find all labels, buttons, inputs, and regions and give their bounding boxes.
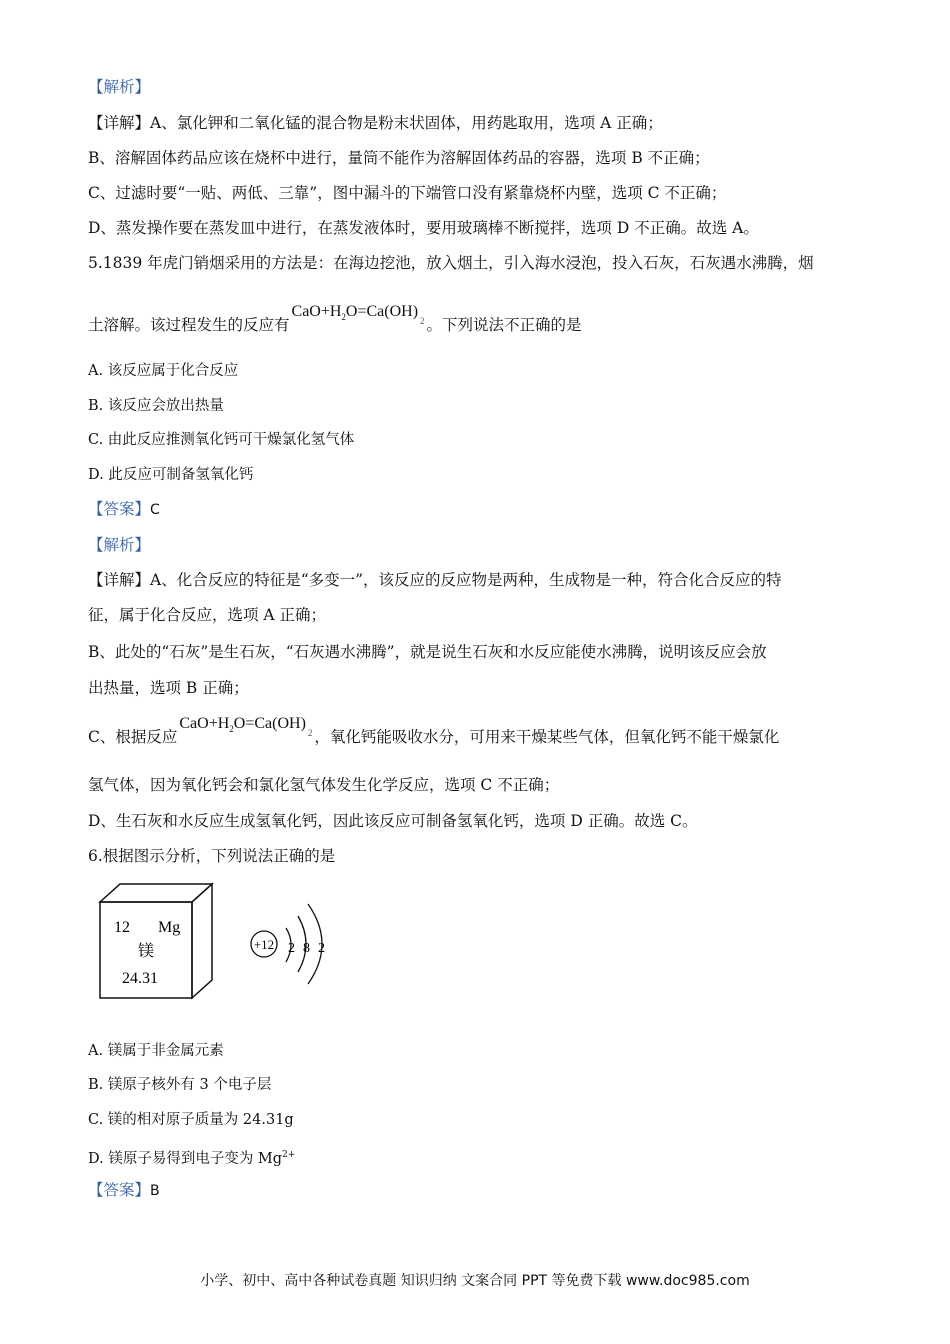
shell-2-count: 8 [303, 941, 310, 956]
formula-sub2: 2 [420, 316, 425, 326]
formula-sub: 2 [341, 312, 346, 323]
q5-option-c: C. 由此反应推测氧化钙可干燥氯化氢气体 [88, 432, 355, 448]
chem-formula [179, 715, 313, 738]
shell-1-count: 2 [288, 941, 295, 956]
element-card [100, 884, 212, 998]
nucleus-charge: +12 [253, 937, 275, 952]
formula-right: O=Ca(OH) [345, 303, 419, 320]
question-5-text: 5.1839 年虎门销烟采用的方法是：在海边挖池，放入烟土，引入海水浸泡，投入石灰，石灰遇水沸腾，烟 [88, 254, 814, 272]
detail-text: ，氧化钙能吸收水分，可用来干燥某些气体，但氧化钙不能干燥氯化 [314, 728, 780, 746]
q6-option-d-text: D. 镁原子易得到电子变为 Mg [88, 1150, 283, 1167]
detail-tag: 【详解】 [88, 571, 151, 589]
element-name: 镁 [138, 941, 155, 960]
detail-line [88, 715, 780, 754]
element-symbol: Mg [158, 919, 181, 936]
q5-option-a: A. 该反应属于化合反应 [88, 363, 239, 379]
magnesium-figure [96, 882, 356, 1004]
answer-5 [88, 498, 160, 521]
detail-line: B、溶解固体药品应该在烧杯中进行，量筒不能作为溶解固体药品的容器，选项 B 不正确； [88, 149, 710, 167]
q5-option-b: B. 该反应会放出热量 [88, 398, 224, 414]
analysis-tag: 【解析】 [88, 536, 151, 554]
formula-right: O=Ca(OH) [233, 715, 306, 732]
analysis-tag: 【解析】 [88, 78, 151, 96]
answer-6 [88, 1179, 160, 1202]
q6-option-a: A. 镁属于非金属元素 [88, 1043, 224, 1059]
detail-line: 氢气体，因为氧化钙会和氯化氢气体发生化学反应，选项 C 不正确； [88, 776, 560, 794]
detail-line [88, 112, 663, 134]
q5-text-part: 。下列说法不正确的是 [426, 316, 582, 334]
q6-option-b: B. 镁原子核外有 3 个电子层 [88, 1077, 272, 1093]
q6-option-d [88, 1144, 295, 1170]
detail-line: 出热量，选项 B 正确； [88, 679, 249, 697]
answer-tag: 【答案】 [88, 1181, 151, 1199]
q5-option-d: D. 此反应可制备氢氧化钙 [88, 467, 254, 483]
formula-left: CaO+H [291, 303, 342, 320]
q5-text-part: 土溶解。该过程发生的反应有 [88, 316, 290, 334]
page-footer: 小学、初中、高中各种试卷真题 知识归纳 文案合同 PPT 等免费下载 www.doc985.com [200, 1273, 750, 1289]
answer-tag: 【答案】 [88, 500, 151, 518]
question-5-text [88, 303, 582, 342]
detail-text: A、氯化钾和二氧化锰的混合物是粉末状固体，用药匙取用，选项 A 正确； [150, 114, 663, 132]
detail-line [88, 569, 782, 591]
formula-sub2: 2 [307, 728, 313, 738]
detail-line: D、生石灰和水反应生成氢氧化钙，因此该反应可制备氢氧化钙，选项 D 正确。故选 C。 [88, 812, 698, 830]
answer-value: B [150, 1183, 160, 1199]
question-6-text: 6.根据图示分析，下列说法正确的是 [88, 847, 336, 865]
detail-text: C、根据反应 [88, 728, 178, 746]
atomic-number: 12 [114, 919, 130, 936]
chem-formula [291, 303, 425, 326]
shell-3-count: 2 [318, 941, 325, 956]
formula-left: CaO+H [179, 715, 230, 732]
atom-structure [251, 904, 325, 984]
formula-sub: 2 [229, 724, 234, 735]
detail-text: A、化合反应的特征是“多变一”，该反应的反应物是两种，生成物是一种，符合化合反应的特 [150, 571, 782, 589]
detail-line: C、过滤时要“一贴、两低、三靠”，图中漏斗的下端管口没有紧靠烧杯内壁，选项 C 不正确； [88, 184, 727, 202]
q6-option-c: C. 镁的相对原子质量为 24.31g [88, 1112, 294, 1128]
detail-line: D、蒸发操作要在蒸发皿中进行，在蒸发液体时，要用玻璃棒不断搅拌，选项 D 不正确。故选 A。 [88, 219, 759, 237]
atomic-mass: 24.31 [122, 970, 158, 987]
charge-superscript: 2+ [282, 1150, 296, 1160]
detail-line: 征，属于化合反应，选项 A 正确； [88, 606, 327, 624]
detail-tag: 【详解】 [88, 114, 151, 132]
answer-value: C [150, 502, 160, 518]
detail-line: B、此处的“石灰”是生石灰，“石灰遇水沸腾”，就是说生石灰和水反应能使水沸腾，说明该反应会放 [88, 643, 767, 661]
